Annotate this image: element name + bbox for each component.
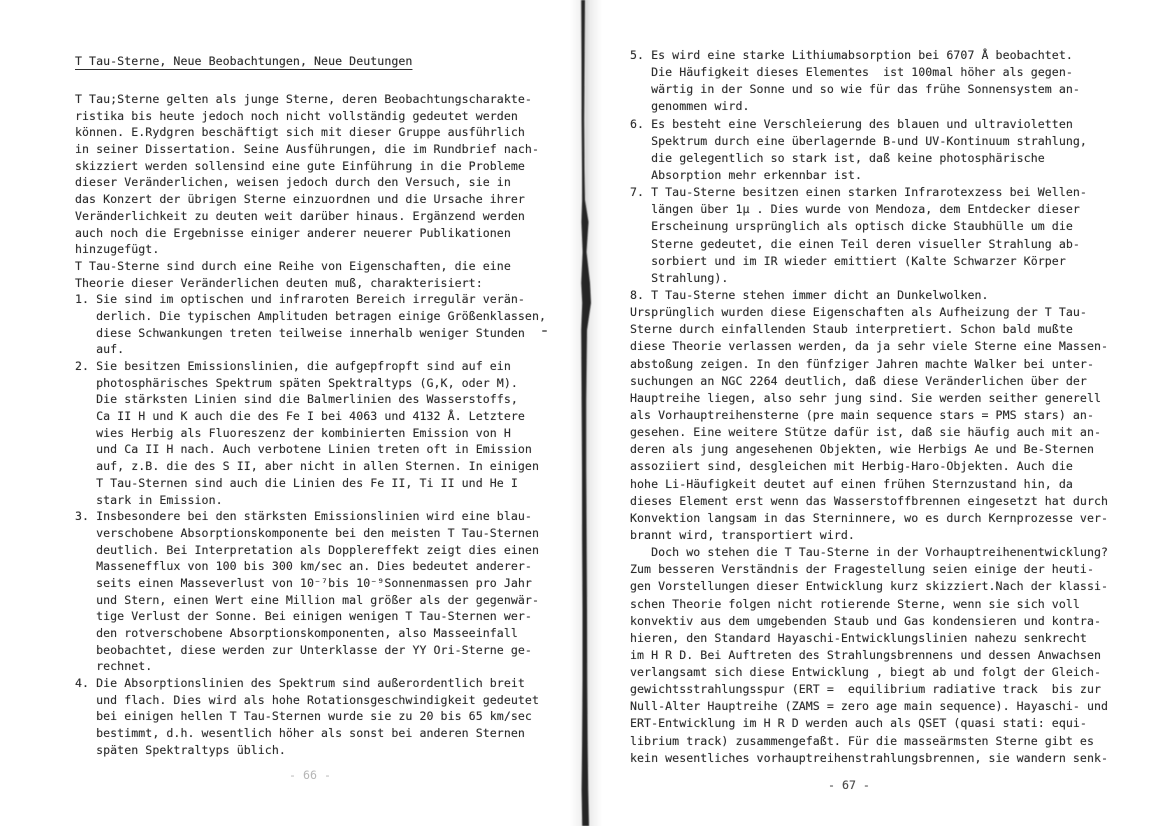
text-line: 7. T Tau-Sterne besitzen einen starken Infrarotexzess bei Wellen- [630, 185, 1087, 200]
text-line: Ca II H und K auch die des Fe I bei 4063 und 4132 Å. Letztere [75, 409, 525, 424]
text-line: sorbiert und im IR wieder emittiert (Kalte Schwarzer Körper [630, 253, 1066, 268]
text-line: und Ca II H nach. Auch verbotene Linien treten oft in Emission [75, 442, 532, 457]
text-line: Theorie dieser Veränderlichen deuten muß, charakterisiert: [75, 275, 483, 290]
text-line: suchungen an NGC 2264 deutlich, daß diese Veränderlichen über der [630, 373, 1087, 388]
text-line: bei einigen hellen T Tau-Sternen wurde sie zu 20 bis 65 km/sec [75, 709, 532, 724]
text-line: T Tau-Sterne sind durch eine Reihe von Eigenschaften, die eine [75, 258, 511, 273]
page-number-left: - 66 - [289, 768, 331, 782]
text-line: Die Häufigkeit dieses Elementes ist 100mal höher als gegen- [630, 65, 1073, 80]
text-line: Null-Alter Hauptreihe (ZAMS = zero age main sequence). Hayaschi- und [630, 699, 1109, 714]
text-line: Die stärksten Linien sind die Balmerlinien des Wasserstoffs, [75, 392, 518, 407]
text-line: bestimmt, d.h. wesentlich höher als sonst bei anderen Sternen [75, 726, 525, 741]
text-line: wies Herbig als Fluoreszenz der kombinierten Emission von H [75, 425, 511, 440]
text-line: wärtig in der Sonne und so wie für das frühe Sonnensystem an- [630, 82, 1080, 97]
text-line: Ursprünglich wurden diese Eigenschaften als Aufheizung der T Tau- [630, 305, 1087, 320]
text-line: kein wesentliches vorhauptreihenstrahlungsbrennen, sie wandern senk- [630, 750, 1109, 765]
page-right-body [630, 47, 1116, 767]
text-line: hinzugefügt. [75, 242, 160, 257]
text-line: auf. [75, 342, 125, 357]
text-line: photosphärisches Spektrum späten Spektraltyps (G,K, oder M). [75, 375, 518, 390]
text-line: im H R D. Bei Auftreten des Strahlungsbrennens und dessen Anwachsen [630, 647, 1102, 662]
text-line: den rotverschobene Absorptionskomponenten, also Masseeinfall [75, 626, 518, 640]
text-line: späten Spektraltyps üblich. [75, 742, 286, 757]
text-line: Sterne gedeutet, die einen Teil deren visueller Strahlung ab- [630, 236, 1080, 251]
text-line: 1. Sie sind im optischen und infraroten Bereich irregulär verän- [75, 292, 525, 307]
text-line: und flach. Dies wird als hohe Rotationsgeschwindigkeit gedeutet [75, 692, 539, 707]
text-line: skizziert werden sollensind eine gute Einführung in die Probleme [75, 158, 525, 173]
text-line: Spektrum durch eine überlagernde B-und UV-Kontinuum strahlung, [630, 133, 1087, 148]
text-line: auf, z.B. die des S II, aber nicht in allen Sternen. In einigen [75, 459, 539, 474]
scan-artifact-speck [542, 330, 547, 332]
page-number-right: - 67 - [828, 778, 870, 792]
text-line: konvektiv aus dem umgebenden Staub und Gas kondensieren und kontra- [630, 613, 1102, 628]
text-line: in seiner Dissertation. Seine Ausführungen, die im Rundbrief nach- [75, 142, 539, 157]
text-line: beobachtet, diese werden zur Unterklasse der YY Ori-Sterne ge- [75, 642, 532, 657]
text-line: 4. Die Absorptionslinien des Spektrum sind außerordentlich breit [75, 676, 525, 691]
text-line: tige Verlust der Sonne. Bei einigen wenigen T Tau-Sternen wer- [75, 609, 532, 624]
text-line: als Vorhauptreihensterne (pre main sequence stars = PMS stars) an- [630, 407, 1094, 422]
text-line: 5. Es wird eine starke Lithiumabsorption bei 6707 Å beobachtet. [630, 48, 1073, 62]
text-line: diese Schwankungen treten teilweise innerhalb weniger Stunden [75, 325, 525, 340]
text-line: die gelegentlich so stark ist, daß keine photosphärische [630, 150, 1045, 165]
text-line: Doch wo stehen die T Tau-Sterne in der Vorhauptreihenentwicklung? [630, 545, 1109, 560]
text-line: Absorption mehr erkennbar ist. [630, 167, 862, 182]
text-line: 2. Sie besitzen Emissionslinien, die aufgepfropft sind auf ein [75, 359, 511, 373]
text-line: ristika bis heute jedoch noch nicht vollständig gedeutet werden [75, 108, 518, 123]
text-line: können. E.Rydgren beschäftigt sich mit dieser Gruppe ausführlich [75, 125, 525, 140]
page-right [630, 47, 1116, 792]
text-line: verschobene Absorptionskomponente bei den meisten T Tau-Sternen [75, 525, 539, 540]
text-line: gesehen. Eine weitere Stütze dafür ist, daß sie häufig auch mit an- [630, 425, 1102, 440]
text-line: assoziiert sind, desgleichen mit Herbig-Haro-Objekten. Auch die [630, 459, 1073, 474]
book-spine-shadow [566, 0, 606, 826]
text-line: schen Theorie folgen nicht rotierende Sterne, wenn sie sich voll [630, 596, 1080, 611]
text-line: gen Vorstellungen dieser Entwicklung kurz skizziert.Nach der klassi- [630, 579, 1109, 594]
text-line: deren als jung angesehenen Objekten, wie Herbigs Ae und Be-Sternen [630, 442, 1094, 457]
text-line: 8. T Tau-Sterne stehen immer dicht an Dunkelwolken. [630, 287, 989, 302]
page-left-body [75, 91, 545, 759]
text-line: Zum besseren Verständnis der Fragestellung seien einige der heuti- [630, 562, 1094, 577]
text-line: und Stern, einen Wert eine Million mal größer als der gegenwär- [75, 592, 539, 607]
text-line: Hauptreihe liegen, also sehr jung sind. Sie werden seither generell [630, 390, 1102, 405]
text-line: verlangsamt sich diese Entwicklung , biegt ab und folgt der Gleich- [630, 665, 1102, 680]
text-line: Massenefflux von 100 bis 300 km/sec an. Dies bedeutet anderer- [75, 559, 532, 574]
text-line: stark in Emission. [75, 492, 223, 507]
text-line: das Konzert der übrigen Sterne einzuordnen und die Ursache ihrer [75, 192, 525, 207]
text-line: rechnet. [75, 659, 153, 674]
text-line: gewichtsstrahlungsspur (ERT = equilibrium radiative track bis zur [630, 682, 1102, 697]
text-line: Strahlung). [630, 270, 729, 285]
text-line: T Tau;Sterne gelten als junge Sterne, deren Beobachtungscharakte- [75, 92, 532, 106]
text-line: abstoßung zeigen. In den fünfziger Jahren machte Walker bei unter- [630, 356, 1094, 371]
text-line: hohe Li-Häufigkeit deutet auf einen frühen Sternzustand hin, da [630, 476, 1073, 491]
text-line: Veränderlichkeit zu deuten weit darüber hinaus. Ergänzend werden [75, 208, 525, 223]
text-line: dieses Element erst wenn das Wasserstoffbrennen eingesetzt hat durch [630, 493, 1109, 508]
page-left [75, 53, 547, 782]
text-line: hieren, den Standard Hayaschi-Entwicklungslinien nahezu senkrecht [630, 630, 1087, 645]
text-line: Erscheinung ursprünglich als optisch dicke Staubhülle um die [630, 219, 1073, 234]
text-line: genommen wird. [630, 99, 750, 114]
text-line: ERT-Entwicklung im H R D werden auch als QSET (quasi stati: equi- [630, 716, 1087, 731]
text-line: brannt wird, transportiert wird. [630, 527, 855, 542]
text-line: T Tau-Sternen sind auch die Linien des Fe II, Ti II und He I [75, 475, 518, 490]
text-line: seits einen Masseverlust von 10⁻⁷bis 10⁻⁹Sonnenmassen pro Jahr [75, 575, 532, 590]
text-line: Konvektion langsam in das Sterninnere, wo es durch Kernprozesse ver- [630, 510, 1109, 525]
text-line: deutlich. Bei Interpretation als Dopplereffekt zeigt dies einen [75, 542, 539, 557]
text-line: 6. Es besteht eine Verschleierung des blauen und ultravioletten [630, 116, 1073, 131]
text-line: längen über 1μ . Dies wurde von Mendoza, dem Entdecker dieser [630, 202, 1080, 217]
text-line: 3. Insbesondere bei den stärksten Emissionslinien wird eine blau- [75, 509, 532, 524]
text-line: dieser Veränderlichen, weisen jedoch durch den Versuch, sie in [75, 175, 511, 190]
text-line: librium track) zusammengefaßt. Für die masseärmsten Sterne gibt es [630, 733, 1094, 748]
text-line: derlich. Die typischen Amplituden betragen einige Größenklassen, [75, 308, 547, 323]
text-line: diese Theorie verlassen werden, da ja sehr viele Sterne eine Massen- [630, 339, 1109, 354]
article-title: T Tau-Sterne, Neue Beobachtungen, Neue Deutungen [75, 54, 413, 68]
text-line: Sterne durch einfallenden Staub interpretiert. Schon bald mußte [630, 322, 1073, 337]
text-line: auch noch die Ergebnisse einiger anderer neuerer Publikationen [75, 225, 511, 240]
